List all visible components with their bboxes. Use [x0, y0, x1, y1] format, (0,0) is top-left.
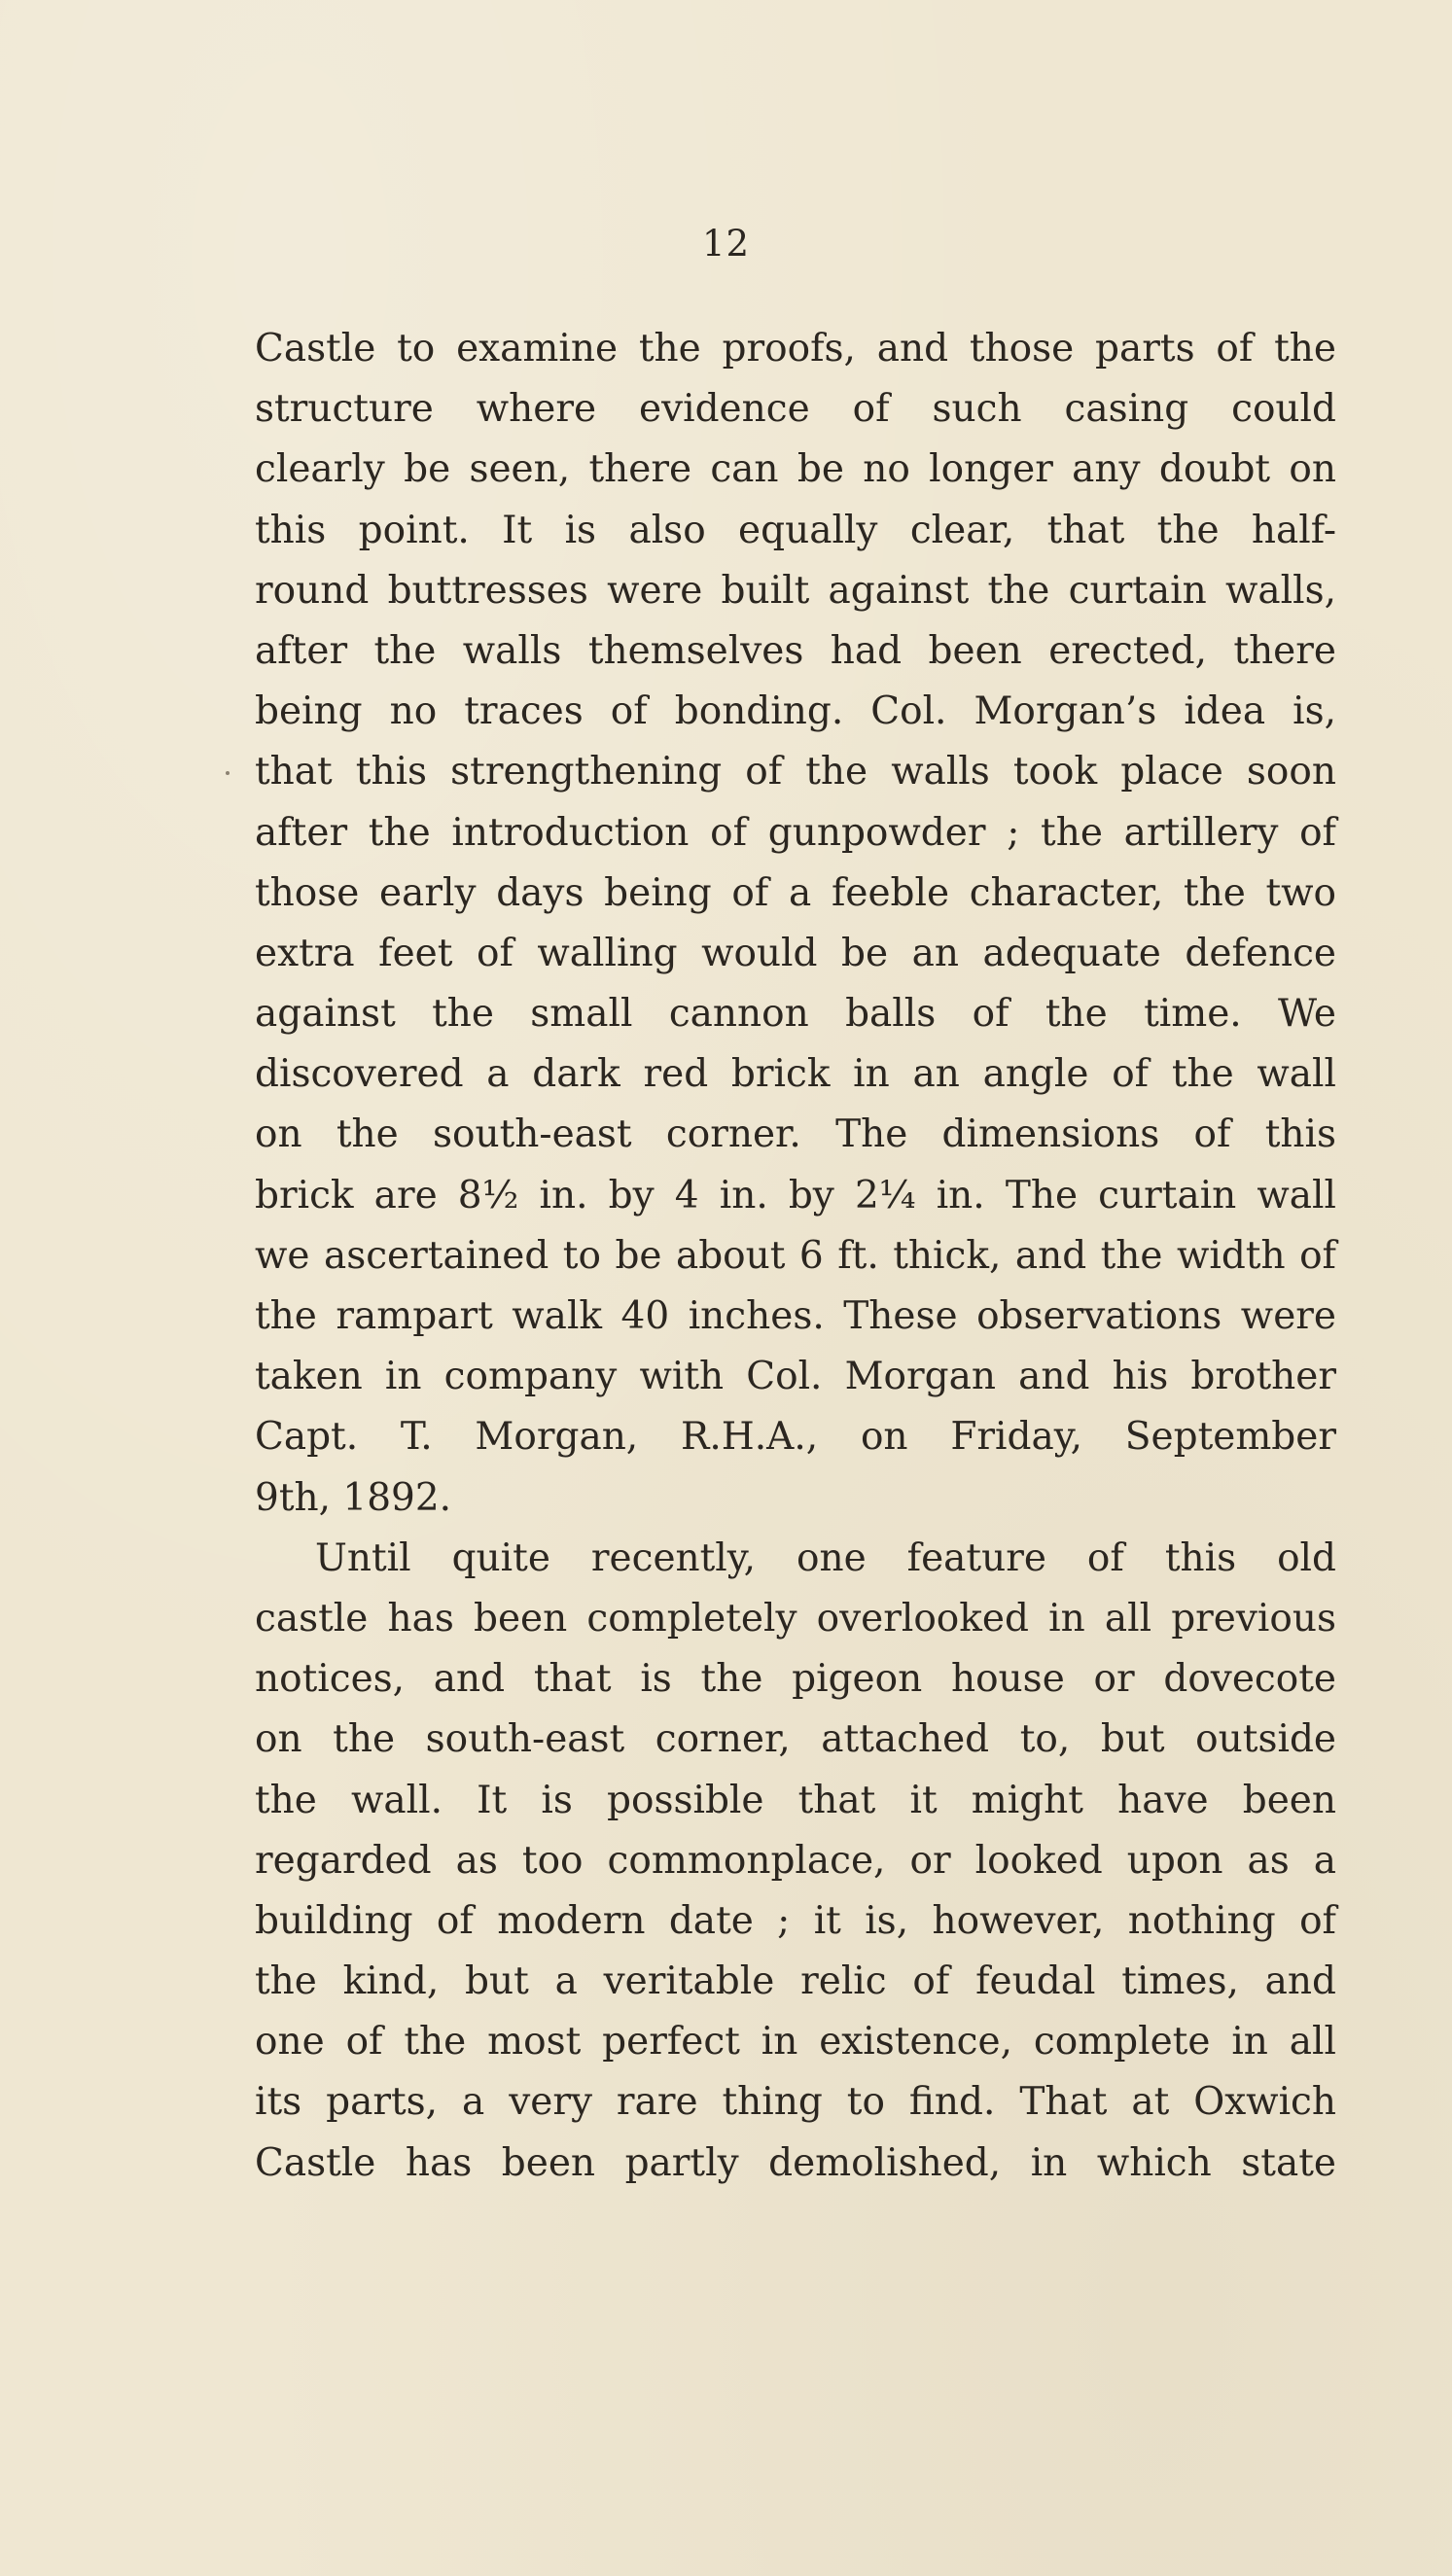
text-line-15: brick are 8½ in. by 4 in. by 2¼ in. The curtain wall: [255, 1173, 1336, 1217]
text-line-21: Until quite recently, one feature of this old: [315, 1535, 1336, 1580]
text-line-9: after the introduction of gunpowder ; the artillery of: [255, 810, 1336, 855]
text-line-11: extra feet of walling would be an adequate defence: [255, 931, 1336, 975]
margin-mark: [226, 771, 230, 775]
text-line-26: regarded as too commonplace, or looked upon as a: [255, 1838, 1336, 1883]
text-line-7: being no traces of bonding. Col. Morgan’s idea is,: [255, 689, 1336, 734]
text-line-18: taken in company with Col. Morgan and his brother: [255, 1355, 1336, 1399]
text-line-24: on the south-east corner, attached to, but outside: [255, 1717, 1336, 1762]
text-line-14: on the south-east corner. The dimensions of this: [255, 1112, 1336, 1157]
text-line-17: the rampart walk 40 inches. These observations were: [255, 1294, 1336, 1338]
text-line-30: its parts, a very rare thing to find. That at Oxwich: [255, 2080, 1336, 2125]
text-line-25: the wall. It is possible that it might have been: [255, 1778, 1336, 1822]
text-line-31: Castle has been partly demolished, in which state: [255, 2140, 1336, 2185]
text-line-19: Capt. T. Morgan, R.H.A., on Friday, September: [255, 1415, 1336, 1460]
text-line-12: against the small cannon balls of the time. We: [255, 992, 1336, 1037]
text-line-10: those early days being of a feeble character, the two: [255, 870, 1336, 915]
text-line-2: structure where evidence of such casing could: [255, 387, 1336, 432]
text-line-3: clearly be seen, there can be no longer any doubt on: [255, 447, 1336, 492]
text-line-23: notices, and that is the pigeon house or dovecote: [255, 1657, 1336, 1702]
body-text: [255, 319, 1336, 2194]
text-line-28: the kind, but a veritable relic of feudal times, and: [255, 1959, 1336, 2004]
text-line-4: this point. It is also equally clear, that the half-: [255, 508, 1336, 552]
page-number: 12: [701, 223, 751, 265]
text-line-13: discovered a dark red brick in an angle of the wall: [255, 1052, 1336, 1097]
text-line-5: round buttresses were built against the curtain walls,: [255, 568, 1336, 613]
text-line-6: after the walls themselves had been erected, there: [255, 628, 1336, 673]
text-line-29: one of the most perfect in existence, complete in all: [255, 2020, 1336, 2064]
text-line-22: castle has been completely overlooked in all previous: [255, 1596, 1336, 1641]
text-line-27: building of modern date ; it is, however, nothing of: [255, 1898, 1336, 1943]
text-line-8: that this strengthening of the walls took place soon: [255, 750, 1336, 794]
text-line-20: 9th, 1892.: [255, 1475, 452, 1520]
text-line-1: Castle to examine the proofs, and those parts of the: [255, 327, 1336, 371]
text-line-16: we ascertained to be about 6 ft. thick, and the width of: [255, 1233, 1336, 1278]
